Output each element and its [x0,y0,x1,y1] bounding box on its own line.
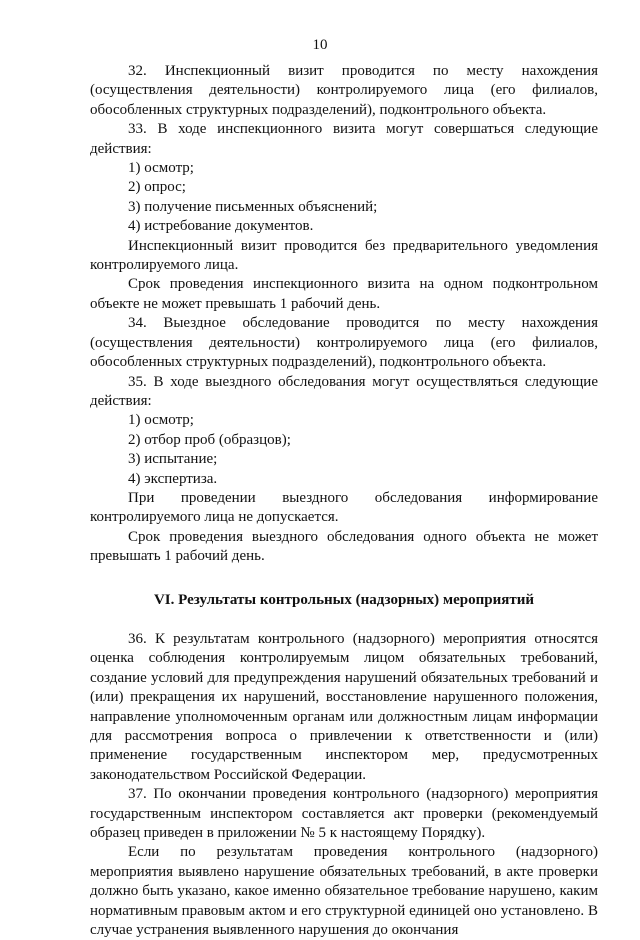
list-item: 3) испытание; [128,451,218,468]
paragraph: Инспекционный визит проводится без предварительного уведомления контролируемого лица. [90,237,598,274]
paragraph-34: 34. Выездное обследование проводится по месту нахождения (осуществления деятельности) контролируемого лица (его филиалов, обособленных структурных подразделений), подконтрольного объекта. [90,315,598,371]
list-item: 3) получение письменных объяснений; [128,198,378,215]
list-item: 2) отбор проб (образцов); [128,431,291,448]
paragraph-35: 35. В ходе выездного обследования могут осуществляться следующие действия: [90,373,598,409]
paragraph-33: 33. В ходе инспекционного визита могут совершаться следующие действия: [90,121,598,157]
paragraph: Срок проведения выездного обследования одного объекта не может превышать 1 рабочий день. [90,528,598,565]
page-number: 10 [312,37,328,53]
list-item: 1) осмотр; [128,160,194,177]
list-item: 1) осмотр; [128,412,194,429]
paragraph-36: 36. К результатам контрольного (надзорного) мероприятия относятся оценка соблюдения контролируемым лицом обязательных требований, создание условий для предупреждения нарушений обязательных требований и (или) прекращения их нарушений, восстановление нарушенного положения, направление уполномоченным органам или должностным лицам информации для рассмотрения вопроса о привлечении к ответственности и (или) применение государственным инспектором мер, предусмотренных законодательством Российской Федерации. [90,630,598,783]
paragraph-32: 32. Инспекционный визит проводится по месту нахождения (осуществления деятельности) контролируемого лица (его филиалов, обособленных структурных подразделений), подконтрольного объекта. [90,63,598,118]
paragraph: При проведении выездного обследования информирование контролируемого лица не допускается. [90,489,598,526]
document-body [90,62,598,940]
list-item: 4) истребование документов. [128,218,314,235]
section-heading: VI. Результаты контрольных (надзорных) мероприятий [153,591,535,608]
list-item: 2) опрос; [128,179,186,196]
paragraph-37: 37. По окончании проведения контрольного (надзорного) мероприятия государственным инспектором составляется акт проверки (рекомендуемый образец приведен в приложении № 5 к настоящему Порядку). [90,786,598,842]
paragraph: Если по результатам проведения контрольного (надзорного) мероприятия выявлено нарушение обязательных требований, в акте проверки должно быть указано, какое именно обязательное требование нарушено, каким нормативным правовым актом и его структурной единицей оно установлено. В случае устранения выявленного нарушения до окончания [90,844,598,939]
paragraph: Срок проведения инспекционного визита на одном подконтрольном объекте не может превышать 1 рабочий день. [90,276,598,312]
list-item: 4) экспертиза. [128,470,218,487]
